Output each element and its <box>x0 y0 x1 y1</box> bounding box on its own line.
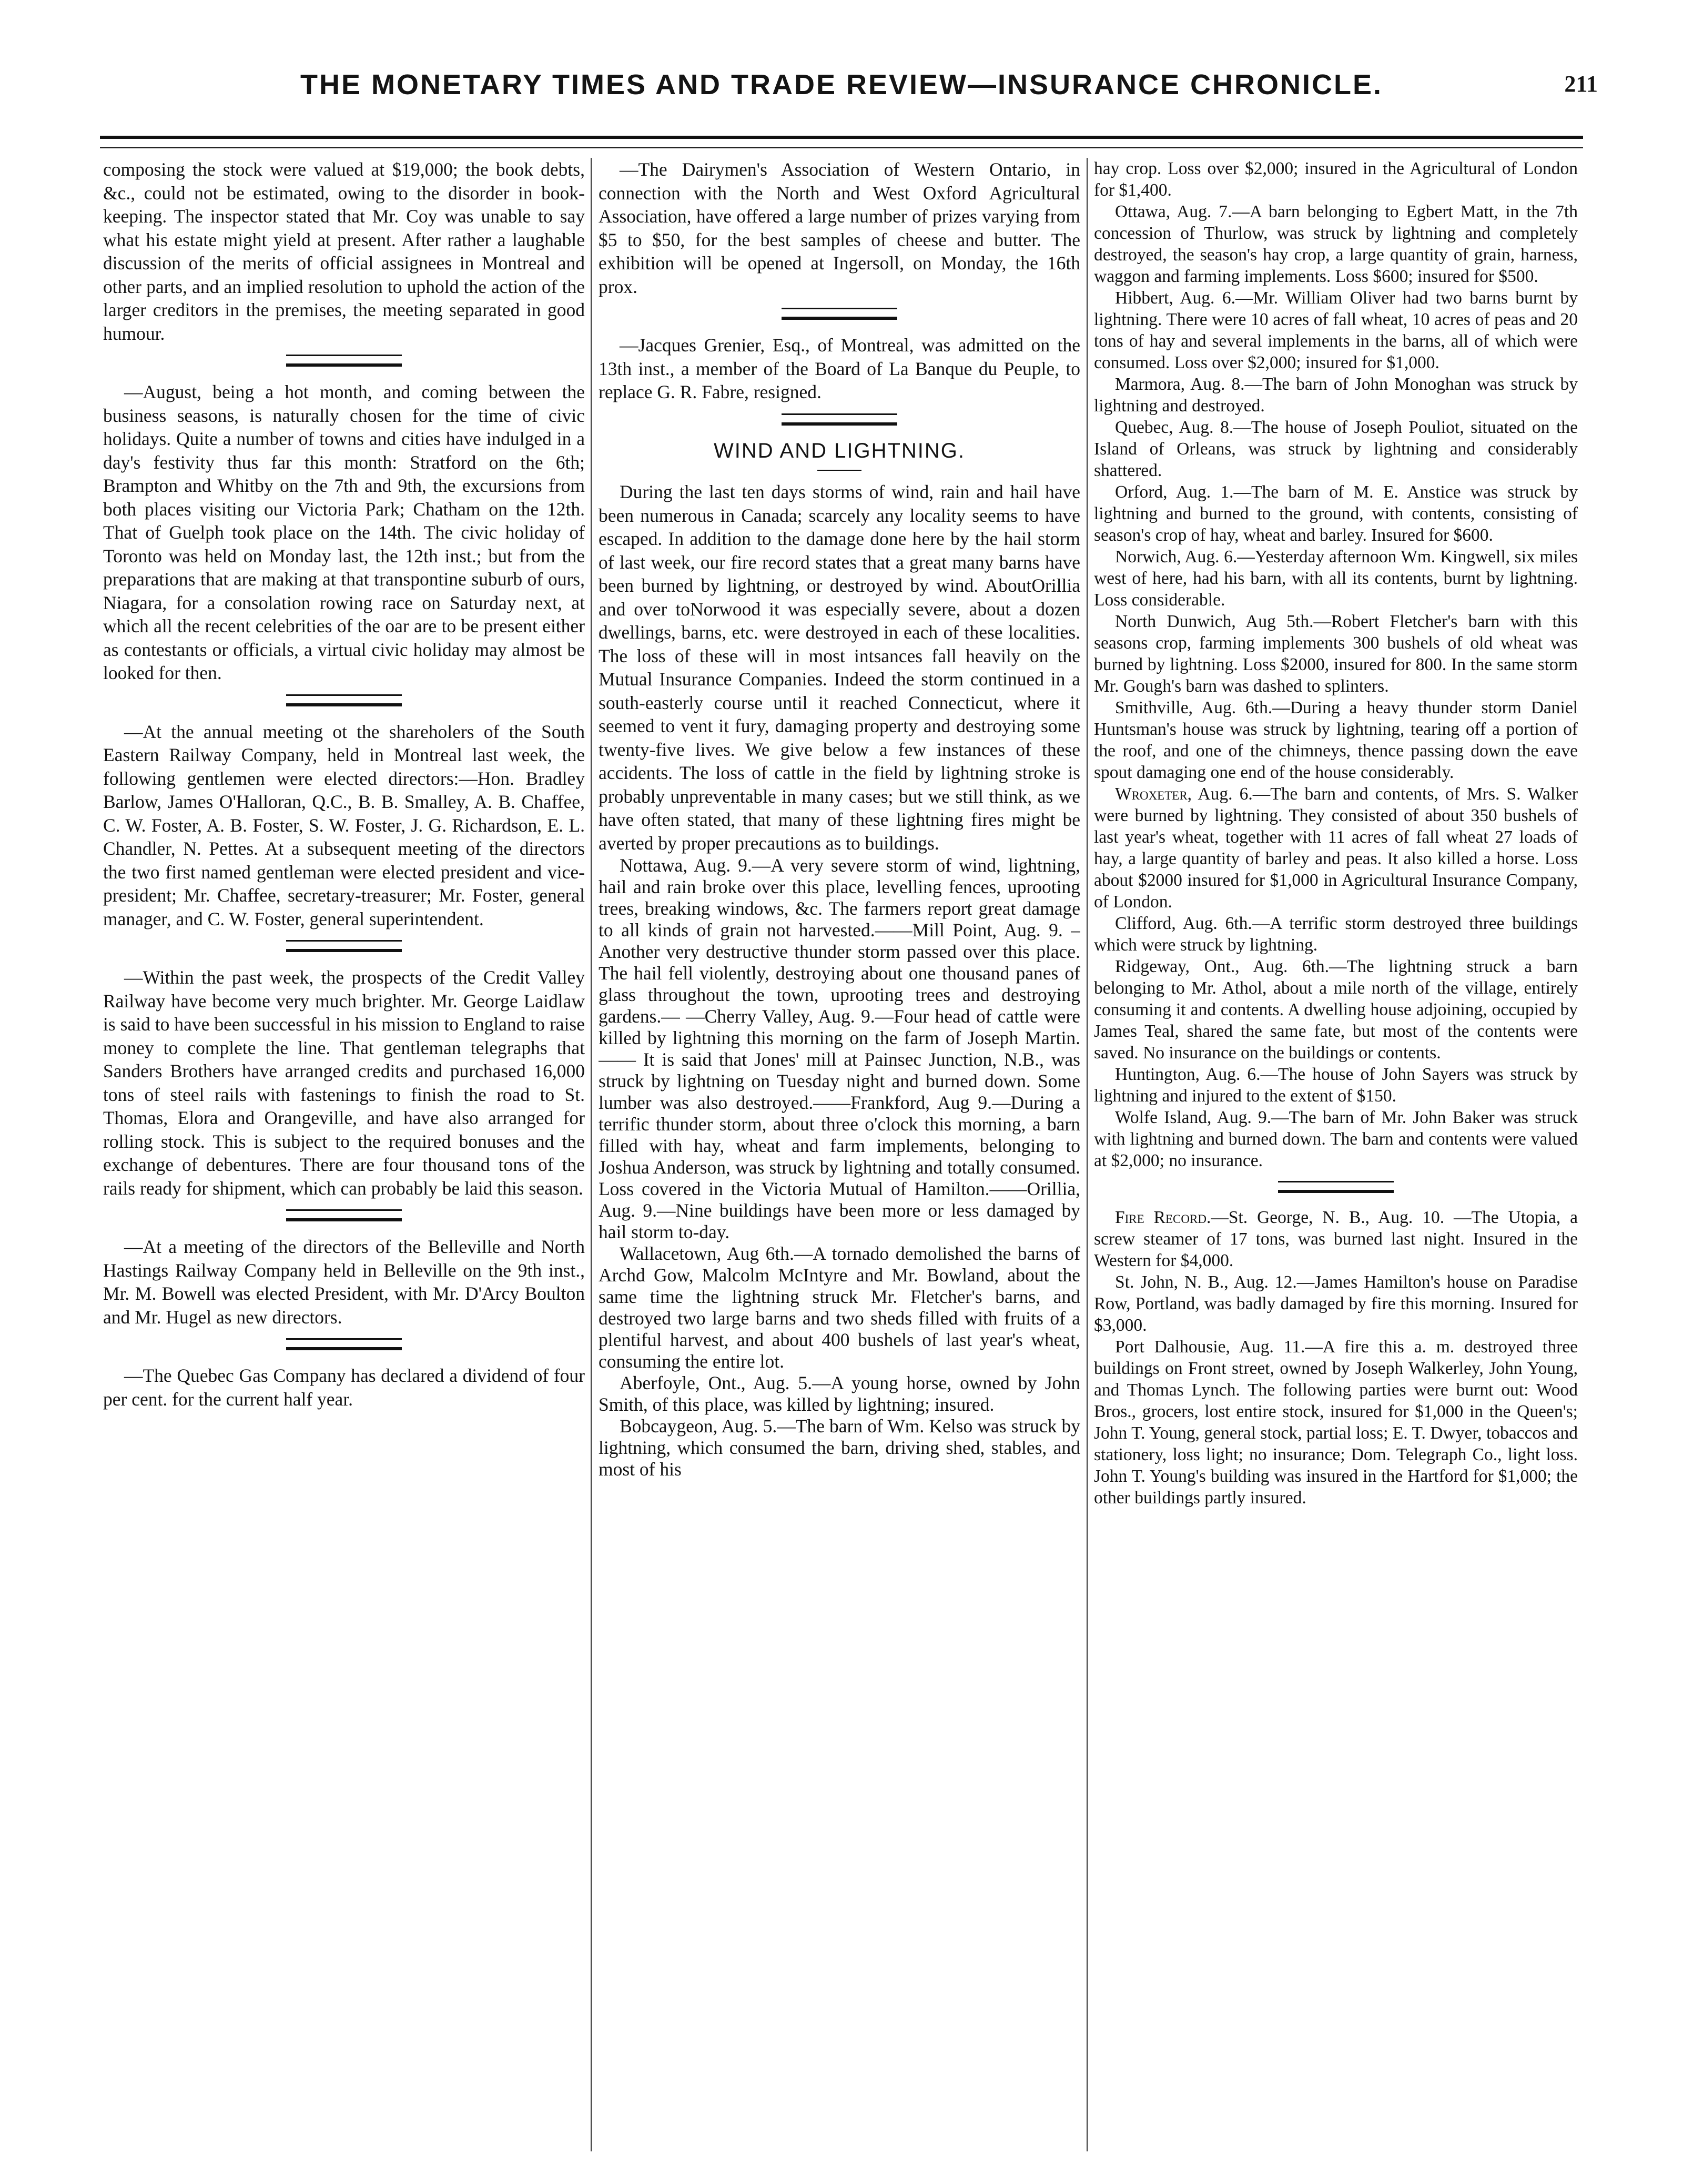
section-separator <box>286 1338 402 1350</box>
heading-underline <box>817 470 861 471</box>
page-header <box>0 68 1683 121</box>
header-rule-thick <box>100 136 1583 139</box>
article-paragraph: —The Dairymen's Association of Western Ontario, in connection with the North and West Oxford Agricultural Association, have offered a large number of prizes varying from $5 to $50, for the best samples of cheese and butter. The exhibition will be opened at Ingersoll, on Monday, the 16th prox. <box>599 159 1080 297</box>
fire-record-paragraph: St. John, N. B., Aug. 12.—James Hamilton's house on Paradise Row, Portland, was badly damaged by fire this morning. Insured for $3,000. <box>1094 1272 1578 1335</box>
section-separator <box>782 413 897 426</box>
article-paragraph: —August, being a hot month, and coming between the business seasons, is naturally chosen for the time of civic holidays. Quite a number of towns and cities have indulged in a day's festivity thus far this month: Stratford on the 6th; Brampton and Whitby on the 7th and 9th, the excursions from both places visiting our Victoria Park; Chatham on the 12th. That of Guelph took place on the 14th. The civic holiday of Toronto was held on Monday last, the 12th inst.; but from the preparations that are making at that transpontine suburb of ours, Niagara, for a consolation rowing race on Saturday next, at which all the recent celebrities of the oar are to be present either as contestants or officials, a virtual civic holiday may almost be looked for then. <box>103 381 585 683</box>
report-paragraph: Hibbert, Aug. 6.—Mr. William Oliver had two barns burnt by lightning. There were 10 acres of fall wheat, 10 acres of peas and 20 tons of hay and several implements in the barns, all of which were consumed. Loss over $2,000; insured for $1,000. <box>1094 288 1578 372</box>
article-paragraph: —Jacques Grenier, Esq., of Montreal, was admitted on the 13th inst., a member of the Board of La Banque du Peuple, to replace G. R. Fabre, resigned. <box>599 335 1080 402</box>
report-paragraph: Smithville, Aug. 6th.—During a heavy thunder storm Daniel Huntsman's house was struck by lightning, tearing off a portion of the roof, and one of the chimneys, thence passing down the eave spout damaging one end of the house considerably. <box>1094 698 1578 782</box>
article-paragraph: —The Quebec Gas Company has declared a dividend of four per cent. for the current half year. <box>103 1365 585 1410</box>
fire-record-paragraph: Port Dalhousie, Aug. 11.—A fire this a. m. destroyed three buildings on Front street, owned by Joseph Walkerley, John Young, and Thomas Lynch. The following parties were burnt out: Wood Bros., grocers, lost entire stock, insured for $1,000 in the Queen's; John T. Young, general stock, partial loss; E. T. Dwyer, tobaccos and stationery, loss light; no insurance; Dom. Telegraph Co., light loss. John T. Young's building was insured in the Hartford for $1,000; the other buildings partly insured. <box>1094 1337 1578 1508</box>
page-number: 211 <box>1564 71 1598 97</box>
report-paragraph: Ottawa, Aug. 7.—A barn belonging to Egbert Matt, in the 7th concession of Thurlow, was struck by lightning and completely destroyed, the season's hay crop, a large quantity of grain, harness, waggon and farming implements. Loss $600; insured for $500. <box>1094 202 1578 286</box>
masthead-title: THE MONETARY TIMES AND TRADE REVIEW—INSURANCE CHRONICLE. <box>300 69 1383 100</box>
fire-record-lead: Fire Record <box>1115 1208 1207 1227</box>
section-separator <box>286 355 402 367</box>
report-paragraph: Marmora, Aug. 8.—The barn of John Monoghan was struck by lightning and destroyed. <box>1094 375 1578 416</box>
section-heading: WIND AND LIGHTNING. <box>713 439 966 462</box>
article-paragraph: composing the stock were valued at $19,000; the book debts, &c., could not be estimated, owing to the disorder in book-keeping. The inspector stated that Mr. Coy was unable to say what his estate might yield at present. After rather a laughable discussion of the merits of official assignees in Montreal and other parts, and an implied resolution to uphold the action of the larger creditors in the premises, the meeting separated in good humour. <box>103 159 585 344</box>
article-paragraph: —At a meeting of the directors of the Belleville and North Hastings Railway Company held in Belleville on the 9th inst., Mr. M. Bowell was elected President, with Mr. D'Arcy Boulton and Mr. Hugel as new directors. <box>103 1236 585 1328</box>
report-text: , Aug. 6.—The barn and contents, of Mrs. S. Walker were burned by lightning. They consisted of about 350 bushels of last year's wheat, together with 11 acres of fall wheat 27 loads of hay, a large quantity of barley and peas. It also killed a horse. Loss about $2000 insured for $1,000 in Agricultural Insurance Company, of London. <box>1094 784 1578 912</box>
column-2 <box>599 158 1080 2157</box>
report-paragraph: Huntington, Aug. 6.—The house of John Sayers was struck by lightning and injured to the extent of $150. <box>1094 1065 1578 1106</box>
article-paragraph: —At the annual meeting ot the shareholers of the South Eastern Railway Company, held in Montreal last week, the following gentlemen were elected directors:—Hon. Bradley Barlow, James O'Halloran, Q.C., B. B. Smalley, A. B. Chaffee, C. W. Foster, A. B. Foster, S. W. Foster, J. G. Richardson, E. L. Chandler, N. Pettes. At a subsequent meeting of the directors the two first named gentleman were elected president and vice-president; Mr. Chaffee, secretary-treasurer; Mr. Foster, general manager, and C. W. Foster, general superintendent. <box>103 721 585 929</box>
report-paragraph: Orford, Aug. 1.—The barn of M. E. Anstice was struck by lightning and burned to the ground, with contents, consisting of season's crop of hay, wheat and barley. Insured for $600. <box>1094 482 1578 545</box>
section-separator <box>782 308 897 320</box>
report-paragraph: Clifford, Aug. 6th.—A terrific storm destroyed three buildings which were struck by lightning. <box>1094 914 1578 955</box>
report-paragraph: Quebec, Aug. 8.—The house of Joseph Pouliot, situated on the Island of Orleans, was struck by lightning and considerably shattered. <box>1094 418 1578 480</box>
section-separator <box>286 940 402 952</box>
section-separator <box>286 1209 402 1221</box>
column-divider-2 <box>1087 158 1088 2151</box>
column-3 <box>1094 158 1578 2157</box>
place-name-lead: Wroxeter <box>1115 784 1188 804</box>
fire-record-paragraph <box>1094 1207 1578 1271</box>
report-paragraph: North Dunwich, Aug 5th.—Robert Fletcher's barn with this seasons crop, farming implements 300 bushels of old wheat was burned by lightning. Loss $2000, insured for 800. In the same storm Mr. Gough's barn was dashed to splinters. <box>1094 612 1578 696</box>
column-divider-1 <box>591 158 592 2151</box>
article-paragraph: During the last ten days storms of wind, rain and hail have been numerous in Canada; scarcely any locality seems to have escaped. In addition to the damage done here by the hail storm of last week, our fire record states that a great many barns have been burned by lightning, or destroyed by wind. AboutOrillia and over toNorwood it was especially severe, about a dozen dwellings, barns, etc. were destroyed in each of these localities. The loss of these will in most intsances fall heavily on the Mutual Insurance Companies. Indeed the storm continued in a south-easterly course until it reached Connecticut, where it seemed to vent it fury, damaging property and destroying some twenty-five lives. We give below a few instances of these accidents. The loss of cattle in the field by lightning stroke is probably unpreventable in many cases; but we still think, as we have often stated, that many of these lightning fires might be averted by proper precautions as to buildings. <box>599 481 1080 854</box>
article-paragraph: Wallacetown, Aug 6th.—A tornado demolished the barns of Archd Gow, Malcolm McIntyre and Mr. Bowland, about the same time the lightning struck Mr. Fletcher's barns, and destroyed two large barns and two sheds filled with fruits of a plentiful harvest, and about 400 bushels of last year's wheat, consuming the entire lot. <box>599 1243 1080 1372</box>
article-paragraph: Bobcaygeon, Aug. 5.—The barn of Wm. Kelso was struck by lightning, which consumed the barn, driving shed, stables, and most of his <box>599 1415 1080 1480</box>
section-separator <box>1278 1181 1394 1193</box>
report-paragraph <box>1094 783 1578 913</box>
column-1 <box>103 158 585 2157</box>
section-separator <box>286 694 402 706</box>
report-paragraph: Norwich, Aug. 6.—Yesterday afternoon Wm. Kingwell, six miles west of here, had his barn, with all its contents, burnt by lightning. Loss considerable. <box>1094 547 1578 610</box>
report-paragraph: Ridgeway, Ont., Aug. 6th.—The lightning struck a barn belonging to Mr. Athol, about a mile north of the village, entirely consuming it and contents. A dwelling house adjoining, occupied by James Teal, shared the same fate, but most of the contents were saved. No insurance on the buildings or contents. <box>1094 957 1578 1063</box>
report-text: .—St. George, N. B., Aug. 10. —The Utopia, a screw steamer of 17 tons, was burned last night. Insured in the Western for $4,000. <box>1094 1208 1578 1270</box>
header-rule-thin <box>100 147 1583 148</box>
article-paragraph: Aberfoyle, Ont., Aug. 5.—A young horse, owned by John Smith, of this place, was killed by lightning; insured. <box>599 1372 1080 1415</box>
article-paragraph: —Within the past week, the prospects of the Credit Valley Railway have become very much brighter. Mr. George Laidlaw is said to have been successful in his mission to England to raise money to complete the line. That gentleman telegraphs that Sanders Brothers have arranged credits and purchased 16,000 tons of steel rails with fastenings to finish the road to St. Thomas, Elora and Orangeville, and have also arranged for rolling stock. This is subject to the required bonuses and the exchange of debentures. There are four thousand tons of the rails ready for shipment, which can probably be laid this season. <box>103 967 585 1199</box>
report-paragraph: Wolfe Island, Aug. 9.—The barn of Mr. John Baker was struck with lightning and burned down. The barn and contents were valued at $2,000; no insurance. <box>1094 1108 1578 1170</box>
article-paragraph: hay crop. Loss over $2,000; insured in the Agricultural of London for $1,400. <box>1094 159 1578 200</box>
article-paragraph: Nottawa, Aug. 9.—A very severe storm of wind, lightning, hail and rain broke over this place, levelling fences, uprooting trees, breaking windows, &c. The farmers report great damage to all kinds of grain not harvested.——Mill Point, Aug. 9. –Another very destructive thunder storm passed over this place. The hail fell violently, destroying about one thousand panes of glass throughout the town, uprooting trees and destroying gardens.— —Cherry Valley, Aug. 9.—Four head of cattle were killed by lightning this morning on the farm of Joseph Martin.—— It is said that Jones' mill at Painsec Junction, N.B., was struck by lightning on Tuesday night and burned down. Some lumber was also destroyed.——Frankford, Aug 9.—During a terrific thunder storm, about three o'clock this morning, a barn filled with hay, wheat and farm implements, belonging to Joshua Anderson, was struck by lightning and totally consumed. Loss covered in the Victoria Mutual of Hamilton.——Orillia, Aug. 9.—Nine buildings have been more or less damaged by hail storm to-day. <box>599 855 1080 1242</box>
